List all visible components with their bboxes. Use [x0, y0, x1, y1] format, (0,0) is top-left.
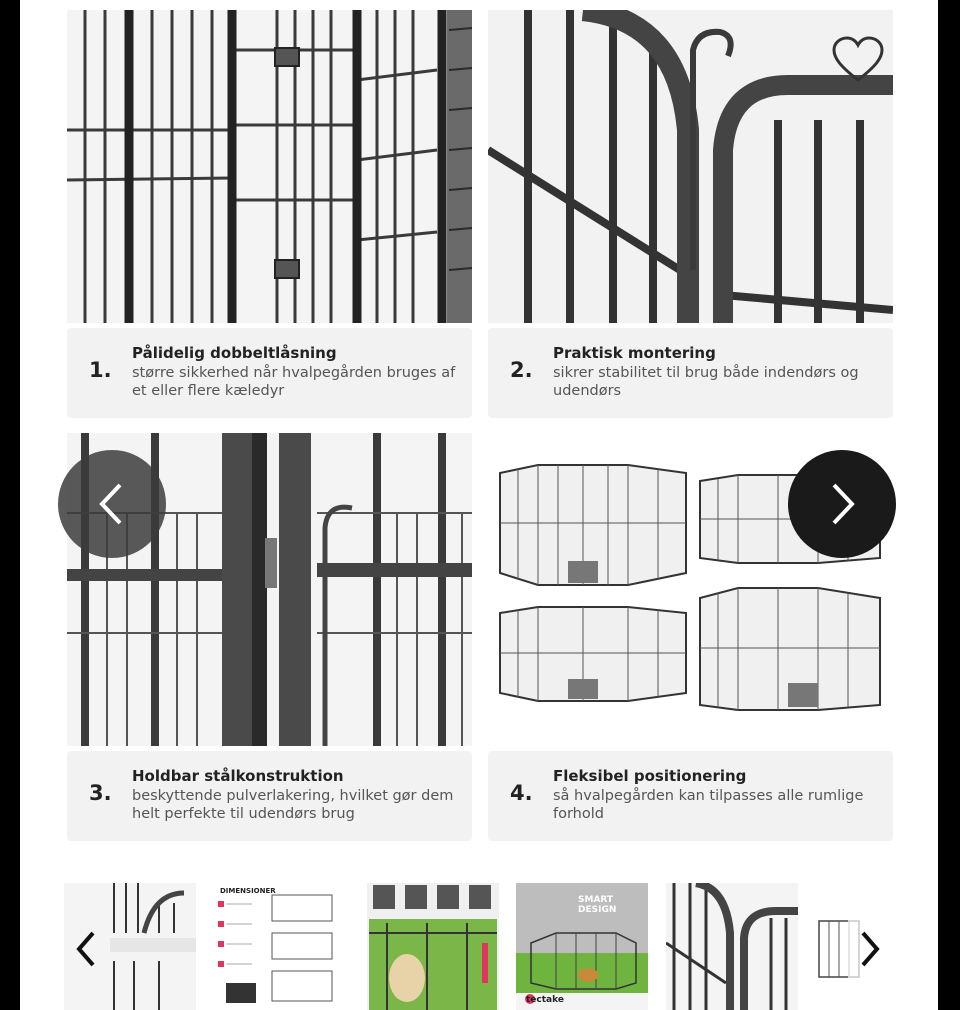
chevron-right-icon [822, 479, 862, 529]
thumbnails-next-button[interactable] [848, 920, 892, 978]
feature-title: Praktisk montering [553, 344, 716, 362]
feature-title: Pålidelig dobbeltlåsning [132, 344, 337, 362]
chevron-left-icon [92, 479, 132, 529]
feature-title: Fleksibel positionering [553, 767, 747, 785]
thumbnail-3[interactable] [367, 883, 499, 1010]
thumbnail-2[interactable] [212, 883, 344, 1010]
feature-number: 1. [89, 358, 112, 382]
double-lock-photo [67, 10, 472, 323]
thumbnails-prev-button[interactable] [64, 920, 108, 978]
feature-number: 3. [89, 781, 112, 805]
thumbnail-brand: tectake [526, 995, 564, 1005]
feature-panel-2 [488, 10, 893, 415]
feature-caption-3 [67, 751, 472, 841]
thumbnail-heading: DIMENSIONER [220, 887, 276, 895]
feature-caption-2 [488, 328, 893, 418]
feature-description: beskyttende pulverlakering, hvilket gør dem helt perfekte til udendørs brug [132, 788, 454, 822]
gallery-next-button[interactable] [788, 450, 896, 558]
feature-number: 2. [510, 358, 533, 382]
feature-description: større sikkerhed når hvalpegården bruges af et eller flere kæledyr [132, 365, 456, 399]
feature-caption-1 [67, 328, 472, 418]
product-gallery-page [20, 0, 938, 1010]
gallery-prev-button[interactable] [58, 450, 166, 558]
feature-panel-1 [67, 10, 472, 415]
favorite-button[interactable] [830, 36, 886, 86]
feature-description: sikrer stabilitet til brug både indendørs og udendørs [553, 365, 859, 399]
thumbnail-heading: SMART DESIGN [578, 895, 617, 915]
thumbnail-5[interactable] [666, 883, 798, 1010]
heart-outline-icon [830, 36, 886, 86]
feature-caption-4 [488, 751, 893, 841]
chevron-left-icon [73, 929, 99, 969]
feature-description: så hvalpegården kan tilpasses alle rumlige forhold [553, 788, 864, 822]
feature-number: 4. [510, 781, 533, 805]
chevron-right-icon [857, 929, 883, 969]
feature-title: Holdbar stålkonstruktion [132, 767, 344, 785]
thumbnail-4[interactable] [516, 883, 648, 1010]
